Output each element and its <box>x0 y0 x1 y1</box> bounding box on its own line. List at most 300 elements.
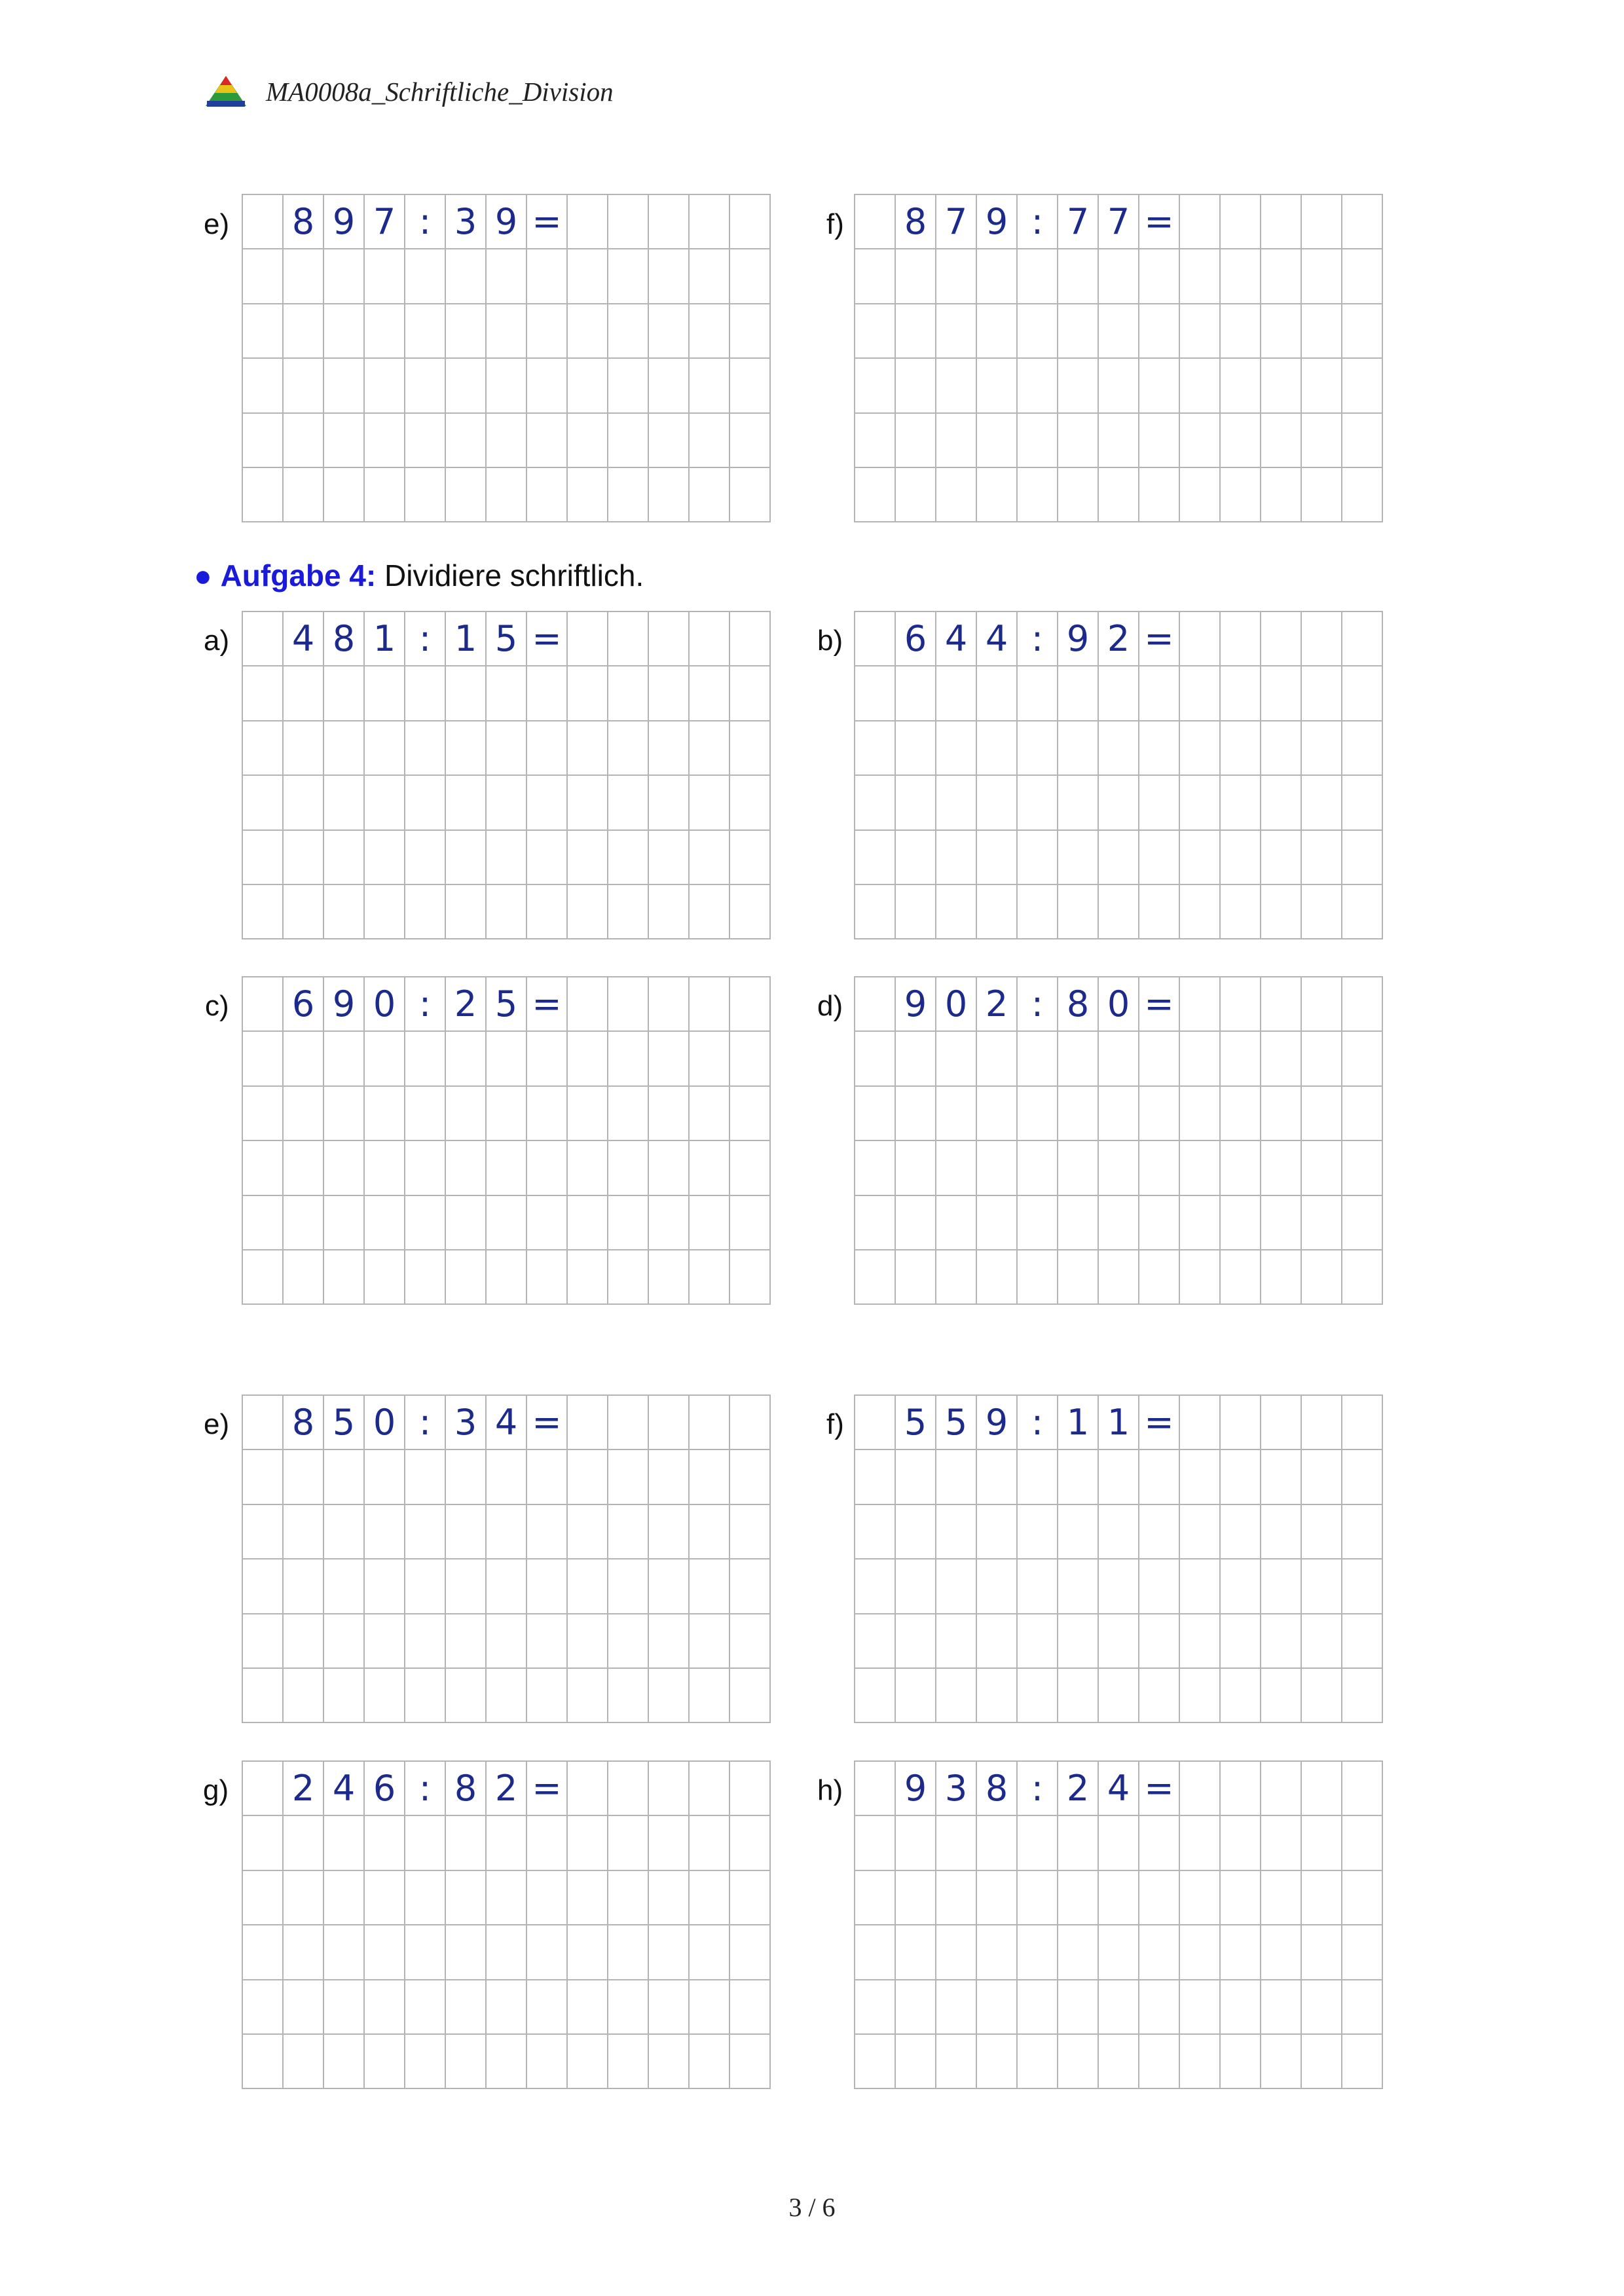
grid-cell[interactable] <box>608 1032 649 1086</box>
grid-cell[interactable] <box>527 359 568 413</box>
grid-cell[interactable] <box>1342 195 1383 249</box>
grid-cell[interactable] <box>1302 1614 1342 1669</box>
grid-cell[interactable] <box>1058 1032 1099 1086</box>
grid-cell[interactable] <box>649 666 690 721</box>
grid-cell[interactable] <box>855 1871 896 1925</box>
grid-cell[interactable] <box>1221 1250 1261 1305</box>
grid-cell[interactable] <box>896 1980 936 2035</box>
grid-cell[interactable] <box>1302 1250 1342 1305</box>
grid-cell[interactable] <box>896 2035 936 2089</box>
grid-cell[interactable] <box>690 1559 730 1614</box>
grid-cell[interactable] <box>649 468 690 522</box>
grid-cell[interactable] <box>284 359 324 413</box>
grid-cell[interactable] <box>855 414 896 468</box>
grid-cell[interactable] <box>568 776 608 830</box>
grid-cell[interactable] <box>1302 1087 1342 1141</box>
grid-cell[interactable] <box>896 468 936 522</box>
grid-cell[interactable] <box>446 1196 487 1250</box>
grid-cell[interactable] <box>1018 1087 1058 1141</box>
grid-cell[interactable] <box>1221 1505 1261 1559</box>
grid-cell[interactable] <box>1139 468 1180 522</box>
grid-cell[interactable] <box>936 1450 977 1504</box>
grid-cell[interactable] <box>1139 304 1180 359</box>
grid-cell[interactable] <box>896 831 936 885</box>
grid-cell[interactable] <box>1180 1450 1221 1504</box>
grid-cell[interactable] <box>1180 1614 1221 1669</box>
grid-cell[interactable] <box>365 1669 405 1723</box>
grid-cell[interactable] <box>1018 1141 1058 1195</box>
grid-cell[interactable] <box>1302 249 1342 304</box>
grid-cell[interactable] <box>1139 666 1180 721</box>
grid-cell[interactable] <box>446 414 487 468</box>
grid-cell[interactable] <box>487 776 527 830</box>
grid-cell[interactable] <box>405 885 446 939</box>
grid-cell[interactable] <box>649 1980 690 2035</box>
grid-cell[interactable] <box>1342 721 1383 776</box>
grid-cell[interactable] <box>1261 414 1302 468</box>
grid-cell[interactable] <box>649 359 690 413</box>
grid-cell[interactable] <box>1342 1250 1383 1305</box>
grid-cell[interactable] <box>855 721 896 776</box>
grid-cell[interactable] <box>608 414 649 468</box>
grid-cell[interactable] <box>977 885 1018 939</box>
grid-cell[interactable] <box>365 1614 405 1669</box>
grid-cell[interactable] <box>1221 831 1261 885</box>
grid-cell[interactable] <box>936 1196 977 1250</box>
grid-cell[interactable] <box>1058 1980 1099 2035</box>
grid-cell[interactable] <box>568 1505 608 1559</box>
grid-cell[interactable] <box>608 1396 649 1450</box>
grid-cell[interactable] <box>1018 1559 1058 1614</box>
grid-cell[interactable] <box>324 776 365 830</box>
grid-cell[interactable] <box>1261 1087 1302 1141</box>
grid-cell[interactable] <box>730 1087 771 1141</box>
grid-cell[interactable] <box>690 885 730 939</box>
grid-cell[interactable] <box>690 612 730 666</box>
grid-cell[interactable] <box>1342 1871 1383 1925</box>
grid-cell[interactable] <box>284 249 324 304</box>
grid-cell[interactable] <box>1302 1871 1342 1925</box>
grid-cell[interactable] <box>1221 2035 1261 2089</box>
grid-cell[interactable] <box>1342 1396 1383 1450</box>
grid-cell[interactable] <box>1261 195 1302 249</box>
grid-cell[interactable] <box>690 304 730 359</box>
grid-cell[interactable] <box>1342 1925 1383 1980</box>
grid-cell[interactable] <box>977 1250 1018 1305</box>
grid-cell[interactable] <box>1058 468 1099 522</box>
grid-cell[interactable] <box>1342 359 1383 413</box>
grid-cell[interactable] <box>365 1032 405 1086</box>
grid-cell[interactable] <box>1099 1614 1139 1669</box>
grid-cell[interactable] <box>243 1614 284 1669</box>
grid-cell[interactable] <box>446 359 487 413</box>
grid-cell[interactable] <box>1099 2035 1139 2089</box>
grid-cell[interactable] <box>1058 1141 1099 1195</box>
grid-cell[interactable] <box>690 414 730 468</box>
grid-cell[interactable] <box>936 468 977 522</box>
grid-cell[interactable] <box>324 1559 365 1614</box>
grid-cell[interactable] <box>1099 359 1139 413</box>
grid-cell[interactable] <box>1302 776 1342 830</box>
grid-cell[interactable] <box>1221 1196 1261 1250</box>
grid-cell[interactable] <box>690 1396 730 1450</box>
grid-cell[interactable] <box>608 1816 649 1870</box>
grid-cell[interactable] <box>284 1032 324 1086</box>
grid-cell[interactable] <box>405 1032 446 1086</box>
grid-cell[interactable] <box>1302 359 1342 413</box>
grid-cell[interactable] <box>649 612 690 666</box>
grid-cell[interactable] <box>936 1250 977 1305</box>
grid-cell[interactable] <box>324 1816 365 1870</box>
grid-cell[interactable] <box>365 1196 405 1250</box>
grid-cell[interactable] <box>446 1450 487 1504</box>
grid-cell[interactable] <box>649 1925 690 1980</box>
grid-cell[interactable] <box>896 1196 936 1250</box>
grid-cell[interactable] <box>568 1141 608 1195</box>
grid-cell[interactable] <box>324 721 365 776</box>
grid-cell[interactable] <box>1099 776 1139 830</box>
grid-cell[interactable] <box>568 1925 608 1980</box>
grid-cell[interactable] <box>487 1196 527 1250</box>
grid-cell[interactable] <box>1302 1762 1342 1816</box>
grid-cell[interactable] <box>243 414 284 468</box>
grid-cell[interactable] <box>690 831 730 885</box>
grid-cell[interactable] <box>1221 1614 1261 1669</box>
grid-cell[interactable] <box>527 249 568 304</box>
grid-cell[interactable] <box>649 1762 690 1816</box>
grid-cell[interactable] <box>527 721 568 776</box>
grid-cell[interactable] <box>977 831 1018 885</box>
grid-cell[interactable] <box>1018 1196 1058 1250</box>
grid-cell[interactable] <box>730 1396 771 1450</box>
grid-cell[interactable] <box>446 666 487 721</box>
grid-cell[interactable] <box>446 304 487 359</box>
grid-cell[interactable] <box>608 1871 649 1925</box>
grid-cell[interactable] <box>730 468 771 522</box>
grid-cell[interactable] <box>1302 1450 1342 1504</box>
grid-cell[interactable] <box>1261 359 1302 413</box>
grid-cell[interactable] <box>568 414 608 468</box>
grid-cell[interactable] <box>1180 831 1221 885</box>
grid-cell[interactable] <box>977 1141 1018 1195</box>
grid-cell[interactable] <box>896 249 936 304</box>
grid-cell[interactable] <box>446 1141 487 1195</box>
grid-cell[interactable] <box>284 1196 324 1250</box>
grid-cell[interactable] <box>1099 1980 1139 2035</box>
grid-cell[interactable] <box>1302 468 1342 522</box>
grid-cell[interactable] <box>1180 414 1221 468</box>
grid-cell[interactable] <box>730 721 771 776</box>
grid-cell[interactable] <box>243 1196 284 1250</box>
grid-cell[interactable] <box>487 1614 527 1669</box>
grid-cell[interactable] <box>1221 1980 1261 2035</box>
grid-cell[interactable] <box>730 1505 771 1559</box>
grid-cell[interactable] <box>1180 885 1221 939</box>
grid-cell[interactable] <box>568 1396 608 1450</box>
grid-cell[interactable] <box>1180 1816 1221 1870</box>
grid-cell[interactable] <box>243 304 284 359</box>
grid-cell[interactable] <box>487 885 527 939</box>
grid-cell[interactable] <box>324 1614 365 1669</box>
grid-cell[interactable] <box>487 304 527 359</box>
grid-cell[interactable] <box>405 359 446 413</box>
grid-cell[interactable] <box>1221 1141 1261 1195</box>
grid-cell[interactable] <box>1058 1669 1099 1723</box>
grid-cell[interactable] <box>284 304 324 359</box>
grid-cell[interactable] <box>446 249 487 304</box>
grid-cell[interactable] <box>1221 304 1261 359</box>
grid-cell[interactable] <box>446 1559 487 1614</box>
grid-cell[interactable] <box>487 1250 527 1305</box>
grid-cell[interactable] <box>1058 1925 1099 1980</box>
grid-cell[interactable] <box>1180 1032 1221 1086</box>
grid-cell[interactable] <box>1342 1141 1383 1195</box>
grid-cell[interactable] <box>1221 1032 1261 1086</box>
grid-cell[interactable] <box>1261 1816 1302 1870</box>
grid-cell[interactable] <box>855 468 896 522</box>
grid-cell[interactable] <box>1018 1505 1058 1559</box>
grid-cell[interactable] <box>1018 359 1058 413</box>
grid-cell[interactable] <box>243 1816 284 1870</box>
grid-cell[interactable] <box>936 666 977 721</box>
grid-cell[interactable] <box>365 1141 405 1195</box>
grid-cell[interactable] <box>1221 468 1261 522</box>
grid-cell[interactable] <box>855 831 896 885</box>
grid-cell[interactable] <box>243 1141 284 1195</box>
grid-cell[interactable] <box>896 885 936 939</box>
grid-cell[interactable] <box>324 359 365 413</box>
grid-cell[interactable] <box>1139 1816 1180 1870</box>
grid-cell[interactable] <box>405 1614 446 1669</box>
grid-cell[interactable] <box>487 1141 527 1195</box>
grid-cell[interactable] <box>1302 1559 1342 1614</box>
grid-cell[interactable] <box>1180 1669 1221 1723</box>
grid-cell[interactable] <box>1342 1762 1383 1816</box>
grid-cell[interactable] <box>977 249 1018 304</box>
grid-cell[interactable] <box>855 1925 896 1980</box>
grid-cell[interactable] <box>977 776 1018 830</box>
grid-cell[interactable] <box>977 304 1018 359</box>
grid-cell[interactable] <box>1099 1559 1139 1614</box>
grid-cell[interactable] <box>568 1980 608 2035</box>
grid-cell[interactable] <box>1261 1980 1302 2035</box>
grid-cell[interactable] <box>1139 776 1180 830</box>
grid-cell[interactable] <box>1099 1087 1139 1141</box>
grid-cell[interactable] <box>527 1559 568 1614</box>
grid-cell[interactable] <box>487 1450 527 1504</box>
grid-cell[interactable] <box>1139 1032 1180 1086</box>
grid-cell[interactable] <box>1018 776 1058 830</box>
grid-cell[interactable] <box>1058 2035 1099 2089</box>
grid-cell[interactable] <box>527 1505 568 1559</box>
grid-cell[interactable] <box>649 1559 690 1614</box>
grid-cell[interactable] <box>568 885 608 939</box>
grid-cell[interactable] <box>405 468 446 522</box>
grid-cell[interactable] <box>324 1980 365 2035</box>
grid-cell[interactable] <box>243 831 284 885</box>
grid-cell[interactable] <box>405 1196 446 1250</box>
grid-cell[interactable] <box>896 1450 936 1504</box>
grid-cell[interactable] <box>1180 1141 1221 1195</box>
grid-cell[interactable] <box>1261 666 1302 721</box>
grid-cell[interactable] <box>1261 1669 1302 1723</box>
grid-cell[interactable] <box>1058 1614 1099 1669</box>
grid-cell[interactable] <box>284 666 324 721</box>
grid-cell[interactable] <box>608 2035 649 2089</box>
grid-cell[interactable] <box>1180 721 1221 776</box>
grid-cell[interactable] <box>690 195 730 249</box>
grid-cell[interactable] <box>1302 831 1342 885</box>
grid-cell[interactable] <box>1342 666 1383 721</box>
grid-cell[interactable] <box>527 468 568 522</box>
grid-cell[interactable] <box>1099 1196 1139 1250</box>
grid-cell[interactable] <box>649 776 690 830</box>
grid-cell[interactable] <box>855 1559 896 1614</box>
grid-cell[interactable] <box>608 776 649 830</box>
grid-cell[interactable] <box>608 831 649 885</box>
grid-cell[interactable] <box>568 249 608 304</box>
grid-cell[interactable] <box>1302 304 1342 359</box>
grid-cell[interactable] <box>527 1450 568 1504</box>
grid-cell[interactable] <box>243 1559 284 1614</box>
grid-cell[interactable] <box>284 721 324 776</box>
grid-cell[interactable] <box>365 359 405 413</box>
grid-cell[interactable] <box>649 721 690 776</box>
grid-cell[interactable] <box>1342 468 1383 522</box>
grid-cell[interactable] <box>324 249 365 304</box>
grid-cell[interactable] <box>1221 776 1261 830</box>
grid-cell[interactable] <box>487 1871 527 1925</box>
grid-cell[interactable] <box>1302 1669 1342 1723</box>
grid-cell[interactable] <box>1139 1450 1180 1504</box>
grid-cell[interactable] <box>896 304 936 359</box>
grid-cell[interactable] <box>284 1925 324 1980</box>
grid-cell[interactable] <box>608 249 649 304</box>
grid-cell[interactable] <box>1058 414 1099 468</box>
grid-cell[interactable] <box>1018 1032 1058 1086</box>
grid-cell[interactable] <box>1180 1505 1221 1559</box>
grid-cell[interactable] <box>405 2035 446 2089</box>
grid-cell[interactable] <box>1180 776 1221 830</box>
grid-cell[interactable] <box>977 666 1018 721</box>
grid-cell[interactable] <box>649 1250 690 1305</box>
grid-cell[interactable] <box>446 1087 487 1141</box>
grid-cell[interactable] <box>1139 1087 1180 1141</box>
grid-cell[interactable] <box>1058 776 1099 830</box>
grid-cell[interactable] <box>1180 2035 1221 2089</box>
grid-cell[interactable] <box>1342 304 1383 359</box>
grid-cell[interactable] <box>977 1925 1018 1980</box>
grid-cell[interactable] <box>568 1196 608 1250</box>
grid-cell[interactable] <box>1180 1762 1221 1816</box>
grid-cell[interactable] <box>1099 1669 1139 1723</box>
grid-cell[interactable] <box>977 1871 1018 1925</box>
grid-cell[interactable] <box>1221 1925 1261 1980</box>
grid-cell[interactable] <box>1180 1871 1221 1925</box>
grid-cell[interactable] <box>1221 1396 1261 1450</box>
grid-cell[interactable] <box>608 1980 649 2035</box>
grid-cell[interactable] <box>1221 977 1261 1032</box>
grid-cell[interactable] <box>1018 414 1058 468</box>
grid-cell[interactable] <box>936 249 977 304</box>
grid-cell[interactable] <box>1302 1505 1342 1559</box>
grid-cell[interactable] <box>896 414 936 468</box>
grid-cell[interactable] <box>527 1816 568 1870</box>
grid-cell[interactable] <box>855 2035 896 2089</box>
grid-cell[interactable] <box>1261 468 1302 522</box>
grid-cell[interactable] <box>365 1450 405 1504</box>
grid-cell[interactable] <box>896 721 936 776</box>
grid-cell[interactable] <box>243 1871 284 1925</box>
grid-cell[interactable] <box>568 1032 608 1086</box>
grid-cell[interactable] <box>243 612 284 666</box>
grid-cell[interactable] <box>730 249 771 304</box>
grid-cell[interactable] <box>1180 304 1221 359</box>
grid-cell[interactable] <box>855 885 896 939</box>
grid-cell[interactable] <box>365 666 405 721</box>
grid-cell[interactable] <box>365 249 405 304</box>
grid-cell[interactable] <box>855 977 896 1032</box>
grid-cell[interactable] <box>690 1925 730 1980</box>
grid-cell[interactable] <box>855 1762 896 1816</box>
grid-cell[interactable] <box>896 1614 936 1669</box>
grid-cell[interactable] <box>527 1087 568 1141</box>
grid-cell[interactable] <box>1342 1980 1383 2035</box>
grid-cell[interactable] <box>1180 612 1221 666</box>
grid-cell[interactable] <box>446 1980 487 2035</box>
grid-cell[interactable] <box>1342 831 1383 885</box>
grid-cell[interactable] <box>405 1925 446 1980</box>
grid-cell[interactable] <box>730 1762 771 1816</box>
grid-cell[interactable] <box>527 1871 568 1925</box>
grid-cell[interactable] <box>1180 1980 1221 2035</box>
grid-cell[interactable] <box>568 1816 608 1870</box>
grid-cell[interactable] <box>324 1871 365 1925</box>
grid-cell[interactable] <box>730 612 771 666</box>
grid-cell[interactable] <box>405 1087 446 1141</box>
grid-cell[interactable] <box>243 1669 284 1723</box>
grid-cell[interactable] <box>1221 414 1261 468</box>
grid-cell[interactable] <box>1302 721 1342 776</box>
grid-cell[interactable] <box>568 1559 608 1614</box>
grid-cell[interactable] <box>608 468 649 522</box>
grid-cell[interactable] <box>649 977 690 1032</box>
grid-cell[interactable] <box>446 1925 487 1980</box>
grid-cell[interactable] <box>1180 1396 1221 1450</box>
grid-cell[interactable] <box>284 2035 324 2089</box>
grid-cell[interactable] <box>730 977 771 1032</box>
grid-cell[interactable] <box>649 1450 690 1504</box>
grid-cell[interactable] <box>1180 1250 1221 1305</box>
grid-cell[interactable] <box>284 1141 324 1195</box>
grid-cell[interactable] <box>284 1614 324 1669</box>
grid-cell[interactable] <box>1261 885 1302 939</box>
grid-cell[interactable] <box>1018 468 1058 522</box>
grid-cell[interactable] <box>1099 304 1139 359</box>
grid-cell[interactable] <box>1261 831 1302 885</box>
grid-cell[interactable] <box>568 1450 608 1504</box>
grid-cell[interactable] <box>1099 1250 1139 1305</box>
grid-cell[interactable] <box>1342 612 1383 666</box>
grid-cell[interactable] <box>690 1032 730 1086</box>
grid-cell[interactable] <box>324 468 365 522</box>
grid-cell[interactable] <box>487 721 527 776</box>
grid-cell[interactable] <box>977 1505 1018 1559</box>
grid-cell[interactable] <box>730 1816 771 1870</box>
grid-cell[interactable] <box>1261 1762 1302 1816</box>
grid-cell[interactable] <box>243 1925 284 1980</box>
grid-cell[interactable] <box>284 1559 324 1614</box>
